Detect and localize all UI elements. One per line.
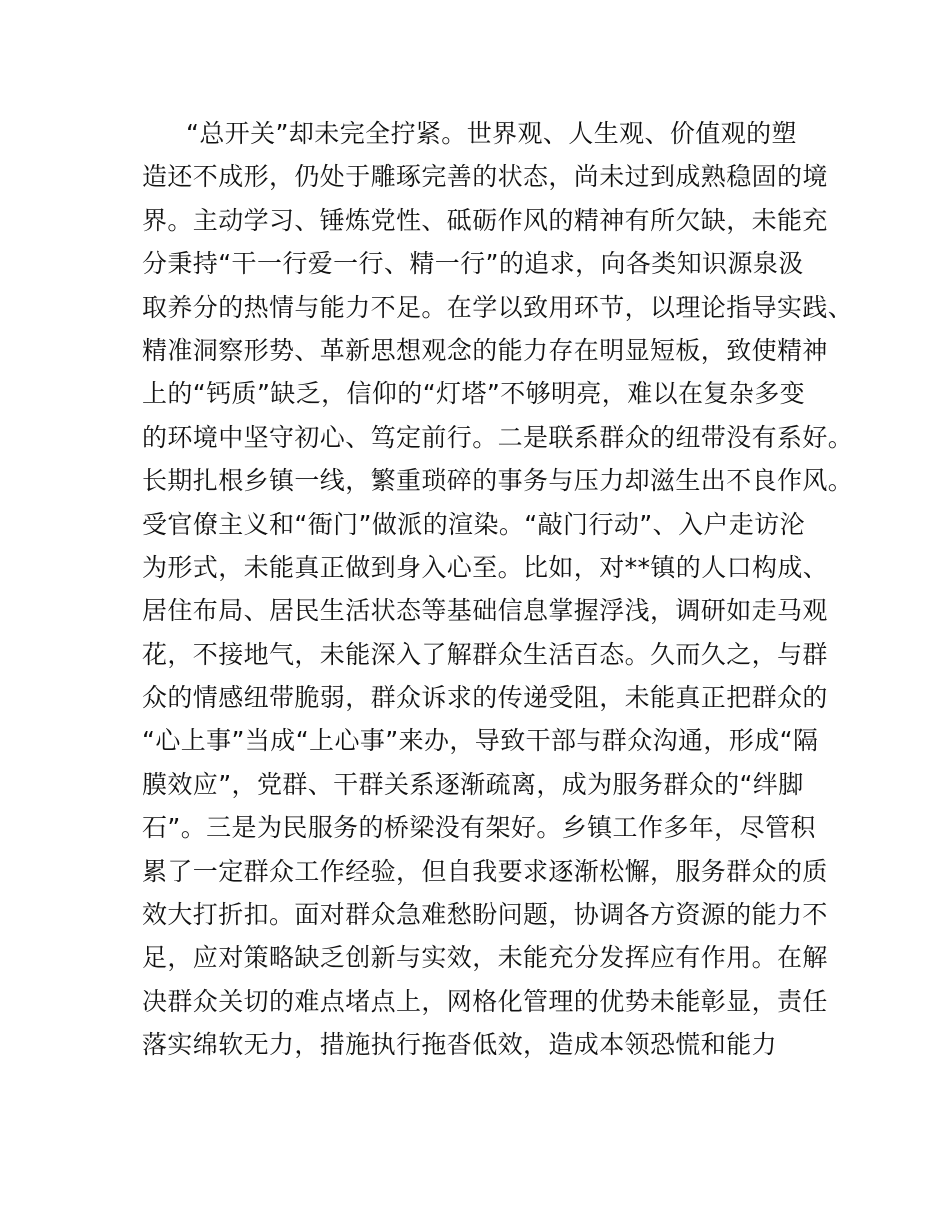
text-line: 界。主动学习、锤炼党性、砥砺作风的精神有所欠缺，未能充: [142, 205, 828, 235]
text-line: 取养分的热情与能力不足。在学以致用环节，以理论指导实践、: [142, 292, 854, 322]
text-line: 受官僚主义和“衙门”做派的渲染。“敲门行动”、入户走访沦: [142, 509, 806, 539]
text-line: 众的情感纽带脆弱，群众诉求的传递受阻，未能真正把群众的: [142, 683, 828, 713]
text-line: “总开关”却未完全拧紧。世界观、人生观、价值观的塑: [186, 119, 797, 148]
text-line: 膜效应”，党群、干群关系逐渐疏离，成为服务群众的“绊脚: [142, 769, 804, 799]
text-line: 的环境中坚守初心、笃定前行。二是联系群众的纽带没有系好。: [142, 422, 854, 452]
text-line: 花，不接地气，未能深入了解群众生活百态。久而久之，与群: [142, 639, 828, 669]
text-line: 居住布局、居民生活状态等基础信息掌握浮浅，调研如走马观: [142, 596, 828, 626]
text-line: 累了一定群众工作经验，但自我要求逐渐松懈，服务群众的质: [142, 856, 828, 886]
text-line: 效大打折扣。面对群众急难愁盼问题，协调各方资源的能力不: [142, 900, 828, 930]
text-line: 石”。三是为民服务的桥梁没有架好。乡镇工作多年，尽管积: [142, 813, 816, 843]
body-text: [142, 112, 854, 1067]
text-line: 上的“钙质”缺乏，信仰的“灯塔”不够明亮，难以在复杂多变: [142, 379, 806, 409]
text-line: “心上事”当成“上心事”来办，导致干部与群众沟通，形成“隔: [142, 726, 819, 756]
text-line: 精准洞察形势、革新思想观念的能力存在明显短板，致使精神: [142, 335, 828, 365]
text-line: 造还不成形，仍处于雕琢完善的状态，尚未过到成熟稳固的境: [142, 162, 828, 192]
text-line: 分秉持“干一行爱一行、精一行”的追求，向各类知识源泉汲: [142, 249, 804, 279]
text-line: 长期扎根乡镇一线，繁重琐碎的事务与压力却滋生出不良作风。: [142, 466, 854, 496]
text-line: 决群众关切的难点堵点上，网格化管理的优势未能彰显，责任: [142, 986, 828, 1016]
text-line: 足，应对策略缺乏创新与实效，未能充分发挥应有作用。在解: [142, 943, 828, 973]
text-line: 为形式，未能真正做到身入心至。比如，对**镇的人口构成、: [142, 552, 829, 582]
text-line: 落实绵软无力，措施执行拖沓低效，造成本领恐慌和能力: [142, 1030, 778, 1060]
